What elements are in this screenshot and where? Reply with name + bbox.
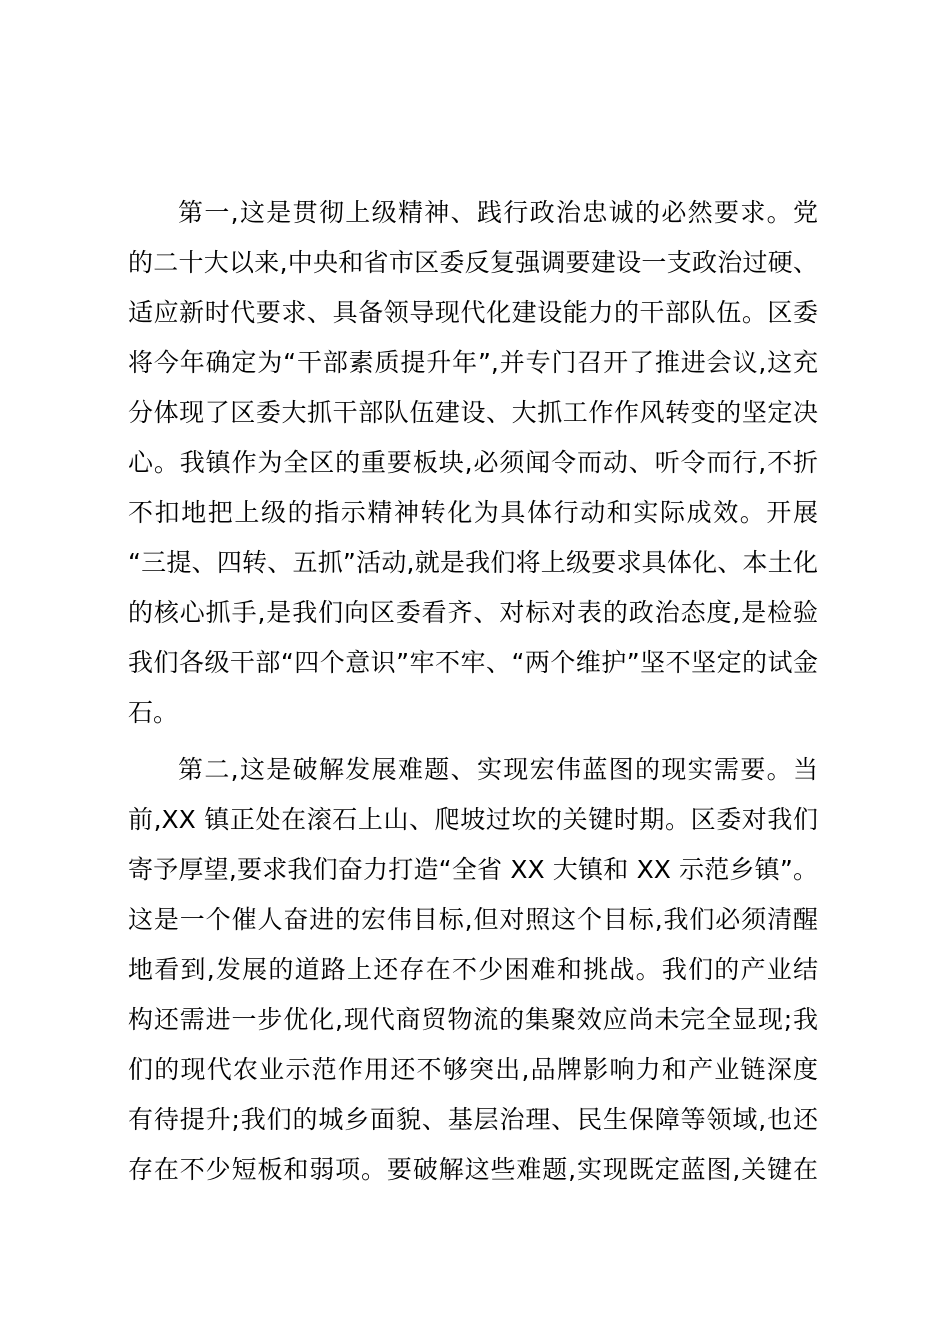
- paragraph-2-line-4: 这是一个催人奋进的宏伟目标,但对照这个目标,我们必须清醒: [128, 905, 818, 934]
- paragraph-1-line-11: 石。: [128, 698, 179, 727]
- paragraph-1-line-5: 分体现了区委大抓干部队伍建设、大抓工作作风转变的坚定决: [128, 398, 818, 427]
- paragraph-2-line-3: 寄予厚望,要求我们奋力打造“全省 XX 大镇和 XX 示范乡镇”。: [128, 855, 818, 884]
- paragraph-2-line-5: 地看到,发展的道路上还存在不少困难和挑战。我们的产业结: [128, 955, 818, 984]
- paragraph-2-line-7: 们的现代农业示范作用还不够突出,品牌影响力和产业链深度: [128, 1055, 818, 1084]
- paragraph-1-line-4: 将今年确定为“干部素质提升年”,并专门召开了推进会议,这充: [128, 348, 818, 377]
- paragraph-1-line-10: 我们各级干部“四个意识”牢不牢、“两个维护”坚不坚定的试金: [128, 648, 818, 677]
- paragraph-1-line-8: “三提、四转、五抓”活动,就是我们将上级要求具体化、本土化: [128, 548, 818, 577]
- paragraph-1-line-1: 第一,这是贯彻上级精神、践行政治忠诚的必然要求。党: [178, 198, 818, 227]
- paragraph-2-line-1: 第二,这是破解发展难题、实现宏伟蓝图的现实需要。当: [178, 755, 818, 784]
- paragraph-2-line-2: 前,XX 镇正处在滚石上山、爬坡过坎的关键时期。区委对我们: [128, 805, 818, 834]
- paragraph-2-line-8: 有待提升;我们的城乡面貌、基层治理、民生保障等领域,也还: [128, 1105, 818, 1134]
- paragraph-1-line-9: 的核心抓手,是我们向区委看齐、对标对表的政治态度,是检验: [128, 598, 818, 627]
- paragraph-1-line-6: 心。我镇作为全区的重要板块,必须闻令而动、听令而行,不折: [128, 448, 818, 477]
- paragraph-1-line-2: 的二十大以来,中央和省市区委反复强调要建设一支政治过硬、: [128, 248, 818, 277]
- paragraph-1-line-7: 不扣地把上级的指示精神转化为具体行动和实际成效。开展: [128, 498, 818, 527]
- paragraph-1-line-3: 适应新时代要求、具备领导现代化建设能力的干部队伍。区委: [128, 298, 818, 327]
- paragraph-2-line-6: 构还需进一步优化,现代商贸物流的集聚效应尚未完全显现;我: [128, 1005, 818, 1034]
- paragraph-2-line-9: 存在不少短板和弱项。要破解这些难题,实现既定蓝图,关键在: [128, 1155, 818, 1184]
